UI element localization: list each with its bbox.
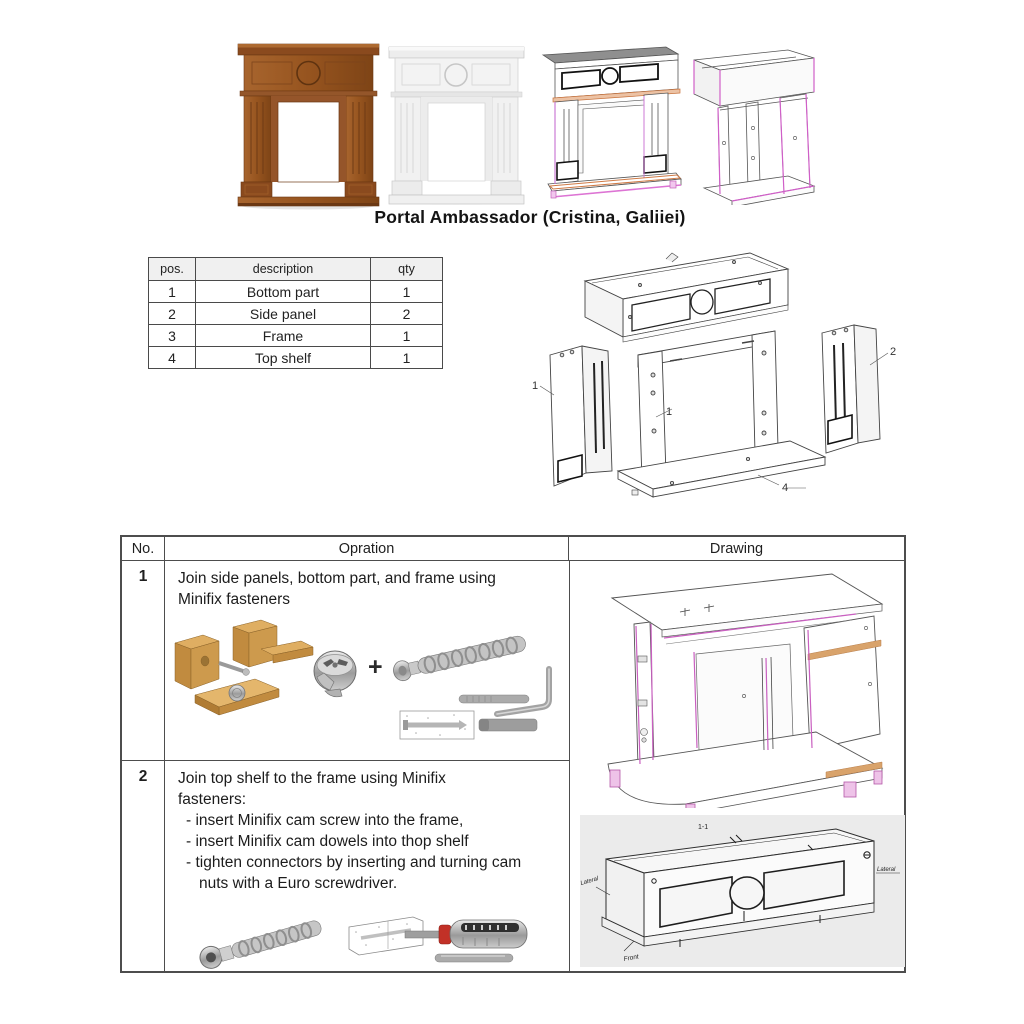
- callout-side-left: 1: [532, 380, 539, 392]
- parts-header-desc: description: [196, 258, 371, 281]
- operation-text: Join top shelf to the frame using Minifix: [178, 770, 446, 787]
- parts-table-row: [149, 325, 443, 347]
- step-number: 1: [122, 561, 165, 760]
- portal-drawing-back: [688, 48, 820, 205]
- section-label: 1-1: [698, 824, 709, 831]
- steps-table-header: [122, 537, 904, 561]
- operation-text: fasteners:: [178, 791, 247, 808]
- steps-header-drawing: Drawing: [709, 540, 764, 557]
- threaded-pin-icon: [459, 695, 529, 703]
- plus-sign: +: [368, 653, 383, 681]
- operation-text: - insert Minifix cam dowels into thop shelf: [186, 833, 469, 850]
- side-panel-left-part: [550, 346, 612, 486]
- part-qty: 1: [371, 347, 443, 369]
- step-operation: [165, 561, 570, 760]
- part-pos: 4: [149, 347, 196, 369]
- callout-frame: 1: [666, 406, 673, 418]
- metal-dowel-icon: [435, 954, 513, 962]
- cross-section-illustration: [400, 711, 537, 739]
- part-pos: 2: [149, 303, 196, 325]
- part-qty: 2: [371, 303, 443, 325]
- steps-table: [120, 535, 906, 973]
- parts-table-row: [149, 281, 443, 303]
- portal-drawing-front: [540, 45, 682, 200]
- operation-text: - tighten connectors by inserting and turning cam: [186, 854, 522, 871]
- step1-assembly-drawing: [594, 566, 886, 808]
- drawing-column: [570, 561, 904, 971]
- parts-header-qty: qty: [371, 258, 443, 281]
- parts-table-row: [149, 347, 443, 369]
- page-title: Portal Ambassador (Cristina, Galiiei): [374, 207, 686, 227]
- part-pos: 1: [149, 281, 196, 303]
- wood-blocks-demo: [175, 620, 313, 715]
- part-description: Frame: [196, 325, 371, 347]
- step-operation: [165, 761, 570, 971]
- operation-text: Minifix fasteners: [178, 591, 290, 608]
- part-qty: 1: [371, 281, 443, 303]
- lateral-left-label: Lateral: [580, 876, 600, 887]
- parts-table-row: [149, 303, 443, 325]
- callout-bottom: 4: [782, 482, 789, 494]
- part-pos: 3: [149, 325, 196, 347]
- operation-text: Join side panels, bottom part, and frame using: [178, 570, 496, 587]
- steps-header-no: No.: [122, 537, 165, 560]
- part-description: Top shelf: [196, 347, 371, 369]
- parts-header-pos: pos.: [149, 258, 196, 281]
- minifix-bolt-icon: [392, 633, 528, 683]
- minifix-hardware-illustration: [167, 615, 562, 745]
- top-shelf-part: [585, 253, 788, 342]
- step-number: 2: [122, 761, 165, 971]
- lateral-right-label: Lateral: [877, 867, 896, 873]
- part-description: Bottom part: [196, 281, 371, 303]
- operation-text: nuts with a Euro screwdriver.: [199, 875, 398, 892]
- demo-cam: [229, 685, 245, 701]
- parts-table-header-row: [149, 258, 443, 281]
- step-row-2: [122, 761, 570, 971]
- cam-screw-icon: [197, 915, 323, 969]
- cam-screw-and-screwdriver-illustration: [183, 897, 533, 969]
- operation-text: - insert Minifix cam screw into the frame,: [186, 812, 464, 829]
- minifix-cam-icon: [314, 651, 356, 697]
- callout-side-right: 2: [890, 346, 897, 358]
- part-description: Side panel: [196, 303, 371, 325]
- part-qty: 1: [371, 325, 443, 347]
- portal-photo-white: [388, 45, 525, 205]
- exploded-assembly-diagram: [520, 243, 940, 505]
- step2-top-shelf-drawing: [580, 815, 905, 967]
- steps-header-operation: Opration: [165, 537, 569, 560]
- step-row-1: [122, 561, 570, 761]
- front-label: Front: [623, 953, 640, 963]
- demo-bolt: [219, 663, 243, 671]
- parts-table: [148, 257, 443, 369]
- side-panel-right-part: [822, 325, 880, 453]
- portal-photo-wood: [237, 42, 380, 210]
